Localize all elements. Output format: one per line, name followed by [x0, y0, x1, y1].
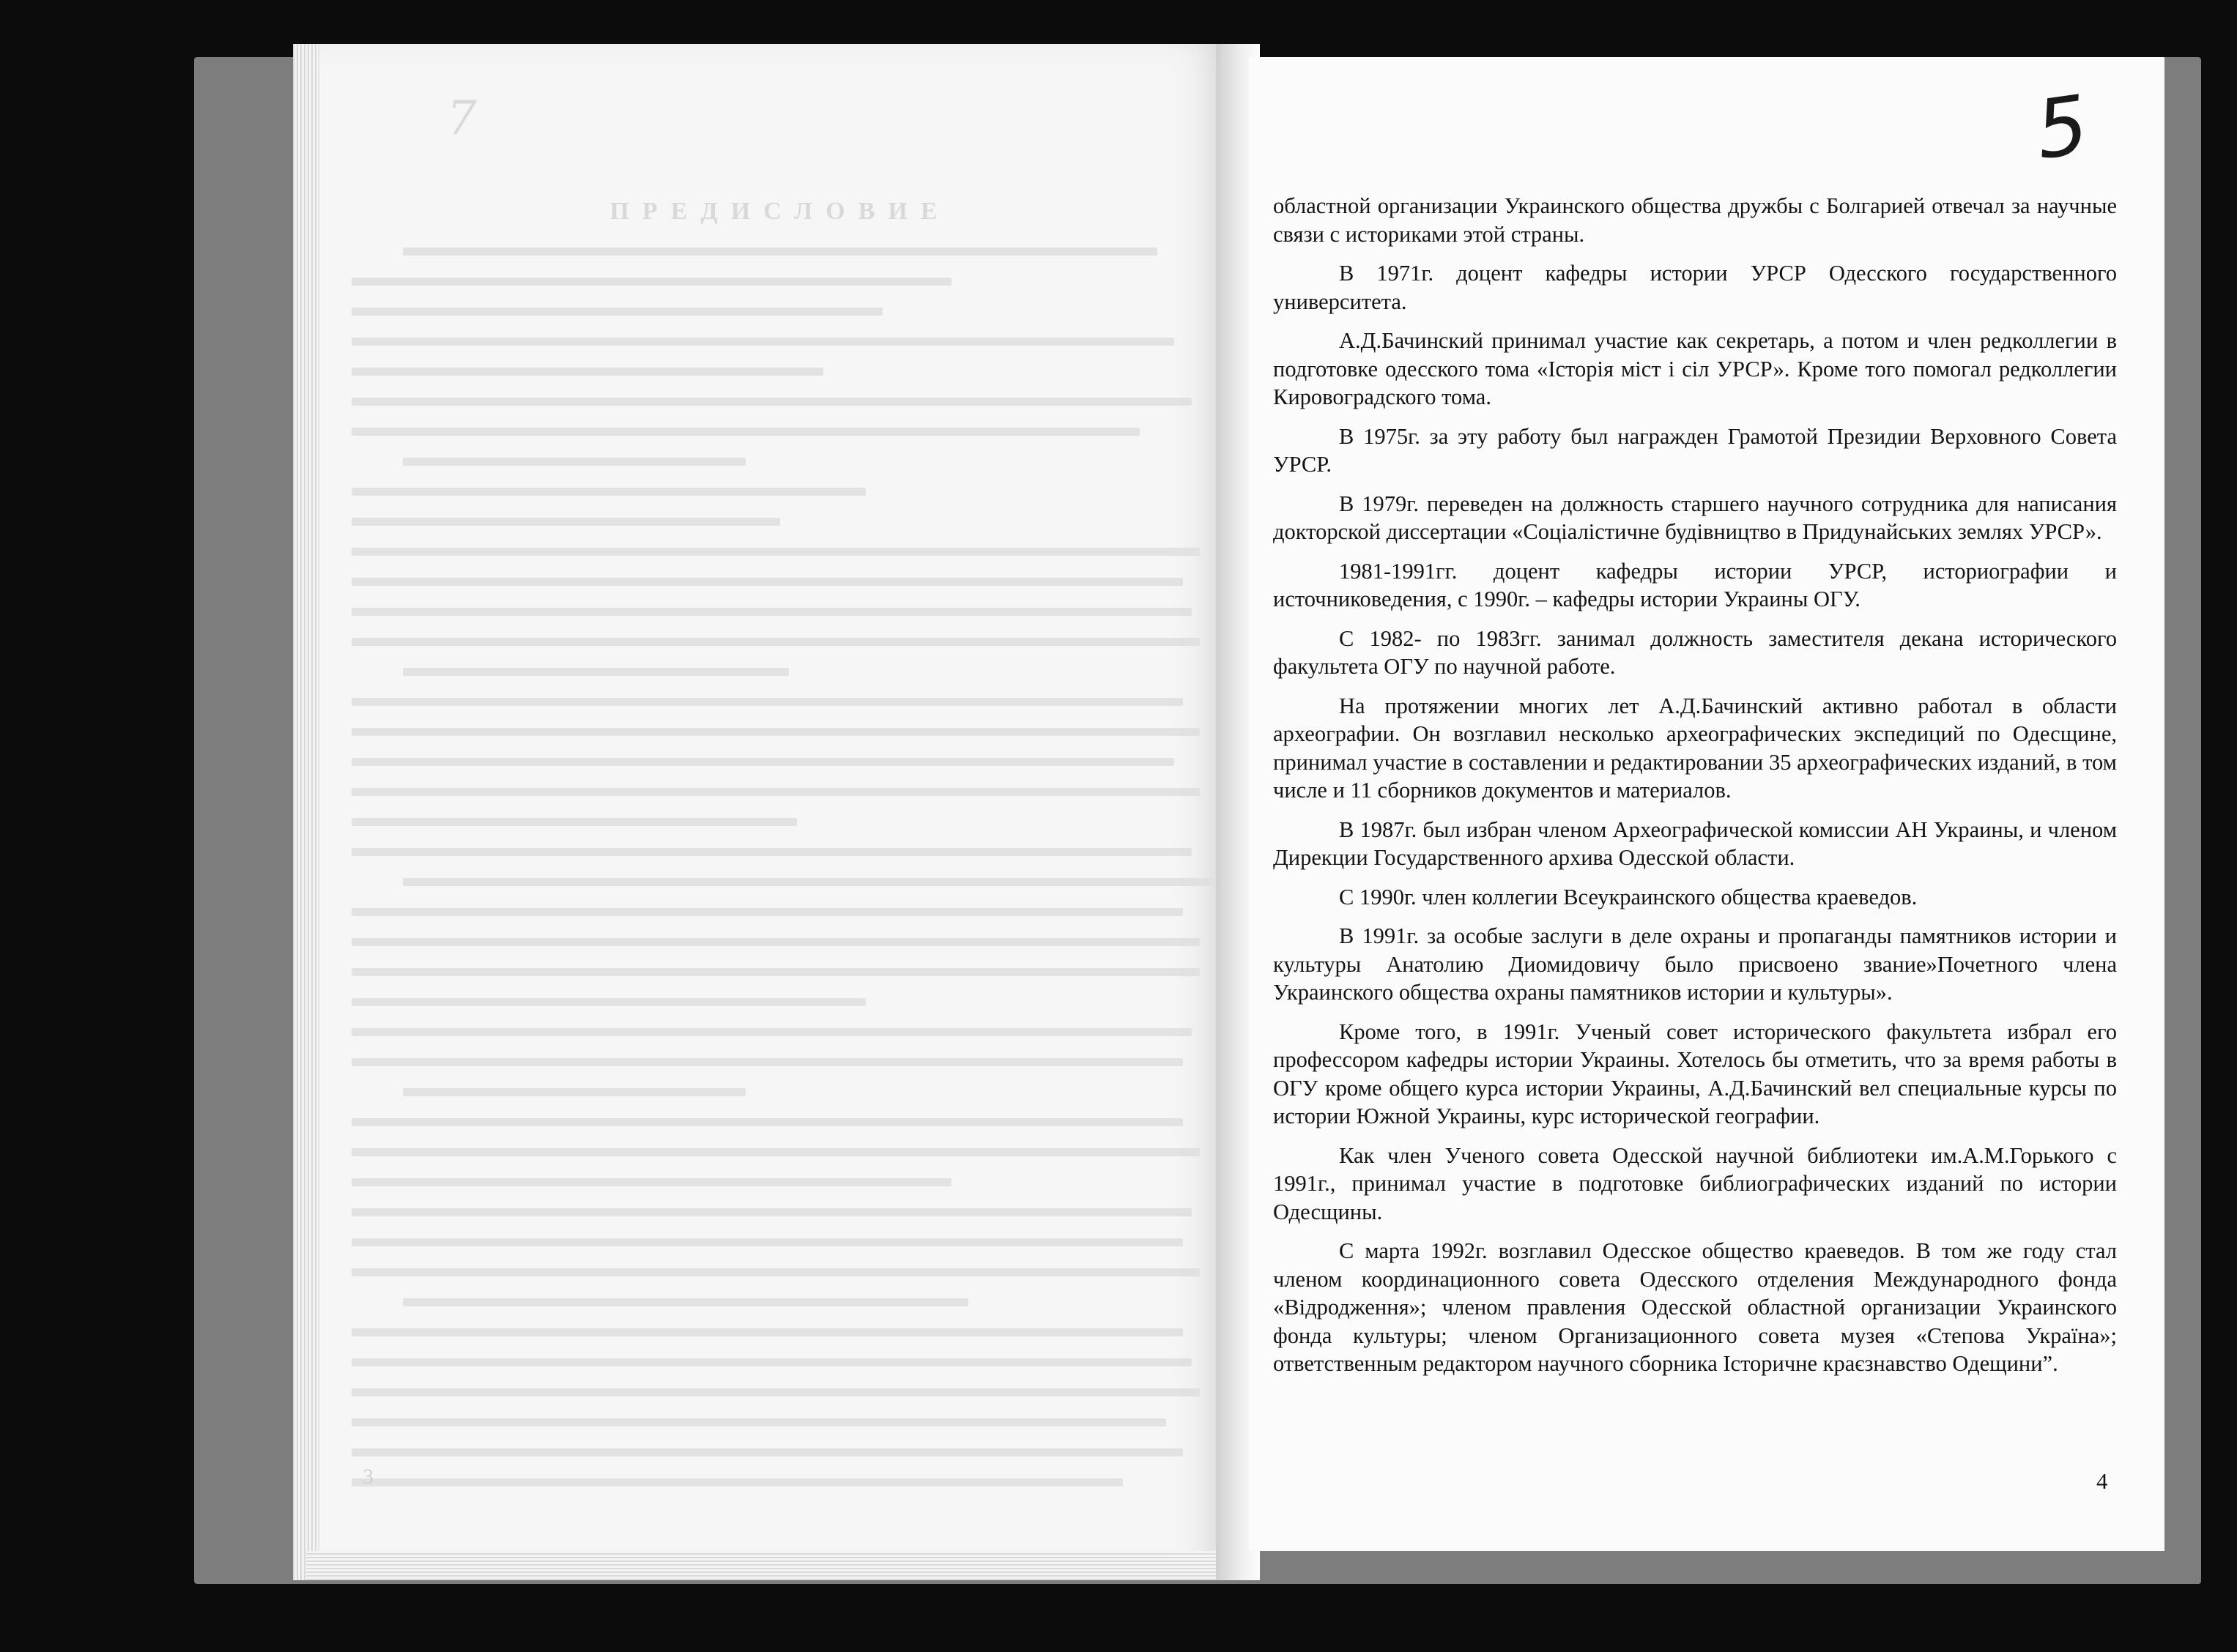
bleed-through-line: [352, 338, 1174, 346]
bleed-through-line: [352, 638, 1200, 646]
bleed-through-line: [352, 1238, 1183, 1246]
bleed-through-line: [352, 608, 1192, 616]
paragraph: С 1982- по 1983гг. занимал должность заместителя декана исторического факультета ОГУ по научной работе.: [1273, 625, 2117, 679]
bleed-through-line: [352, 908, 1183, 916]
bleed-through-line: [352, 1178, 951, 1186]
bleed-through-line: [352, 818, 797, 826]
bleed-through-line: [352, 1268, 1200, 1276]
left-page-edges: [293, 44, 319, 1580]
bleed-through-line: [352, 398, 1192, 406]
left-page-heading: ПРЕДИСЛОВИЕ: [609, 198, 951, 225]
bleed-through-line: [352, 758, 1174, 766]
bleed-through-line: [352, 1148, 1200, 1156]
bleed-through-line: [352, 1388, 1200, 1396]
bleed-through-line: [352, 578, 1183, 586]
bleed-through-line: [403, 1298, 968, 1306]
paragraph: С марта 1992г. возглавил Одесское общество краеведов. В том же году стал членом координационного совета Одесского отделения Международного фонда «Відродження»; членом правления Одесской областной организации Украинского фонда культуры; членом Организационного совета музея «Степова Україна»; ответственным редактором научного сборника Історичне краєзнавство Одещини”.: [1273, 1238, 2117, 1376]
bleed-through-line: [352, 1328, 1183, 1336]
paragraph: В 1979г. переведен на должность старшего научного сотрудника для написания докторской диссертации «Соціалістичне будівництво в Придунайських землях УРСР».: [1273, 491, 2117, 544]
paragraph: 1981-1991гг. доцент кафедры истории УРСР, историографии и источниковедения, с 1990г. – кафедры истории Украины ОГУ.: [1273, 558, 2117, 611]
bleed-through-line: [352, 968, 1200, 976]
paragraph: областной организации Украинского общества дружбы с Болгарией отвечал за научные связи с историками этой страны.: [1273, 193, 2117, 247]
paragraph: В 1991г. за особые заслуги в деле охраны и пропаганды памятников истории и культуры Анатолию Диомидовичу было присвоено звание»Почетного члена Украинского общества охраны памятников истории и культуры».: [1273, 923, 2117, 1005]
paragraph: В 1971г. доцент кафедры истории УРСР Одесского государственного университета.: [1273, 261, 2117, 314]
bleed-through-lines: [352, 248, 1209, 1487]
bleed-through-line: [352, 1358, 1192, 1366]
paragraph: На протяжении многих лет А.Д.Бачинский активно работал в области археографии. Он возглавил несколько археографических экспедиций по Одесщине, принимал участие в составлении и редактировании 35 археографических изданий, в том числе и 11 сборников документов и материалов.: [1273, 693, 2117, 803]
bleed-through-line: [352, 518, 780, 526]
paragraph: Как член Ученого совета Одесской научной библиотеки им.А.М.Горького с 1991г., принимал участие в подготовке библиографических изданий по истории Одесщины.: [1273, 1142, 2117, 1224]
bleed-through-line: [352, 938, 1200, 946]
bleed-through-line: [352, 368, 823, 376]
bleed-through-line: [352, 1058, 1183, 1066]
paragraph: С 1990г. член коллегии Всеукраинского общества краеведов.: [1339, 884, 1918, 909]
left-page-number: 3: [363, 1465, 374, 1489]
bleed-through-line: [352, 788, 1200, 796]
bleed-through-text: [352, 198, 1209, 1508]
paragraph: Кроме того, в 1991г. Ученый совет исторического факультета избрал его профессором кафедры истории Украины. Хотелось бы отметить, что за время работы в ОГУ кроме общего курса истории Украины, А.Д.Бачинский вел специальные курсы по истории Южной Украины, курс исторической географии.: [1273, 1019, 2117, 1128]
right-page-number: 4: [2096, 1468, 2108, 1494]
bleed-through-line: [403, 458, 746, 466]
paragraph: В 1975г. за эту работу был награжден Грамотой Президии Верховного Совета УРСР.: [1273, 423, 2117, 477]
handwritten-page-mark: 5: [2030, 77, 2094, 178]
paragraph: А.Д.Бачинский принимал участие как секретарь, а потом и член редколлегии в подготовке одесского тома «Історія міст і сіл УРСР». Кроме того помогал редколлегии Кировоградского тома.: [1273, 328, 2117, 409]
paragraph: В 1987г. был избран членом Археографической комиссии АН Украины, и членом Дирекции Государственного архива Одесской области.: [1273, 816, 2117, 870]
left-corner-mark: 7: [447, 92, 477, 146]
bleed-through-line: [352, 308, 883, 316]
bleed-through-line: [352, 488, 866, 496]
bleed-through-line: [352, 548, 1200, 556]
bleed-through-line: [403, 248, 1157, 256]
bottom-page-edges: [306, 1551, 1222, 1580]
bleed-through-line: [352, 998, 866, 1006]
bleed-through-line: [352, 1418, 1166, 1426]
bleed-through-line: [352, 1478, 1123, 1487]
bleed-through-line: [352, 278, 951, 286]
bleed-through-line: [403, 668, 789, 676]
bleed-through-line: [403, 878, 1225, 886]
bleed-through-line: [352, 1208, 1192, 1216]
bleed-through-line: [352, 1028, 1192, 1036]
bleed-through-line: [403, 1088, 746, 1096]
bleed-through-line: [352, 848, 1192, 856]
right-page-text: [1273, 192, 2117, 1389]
bleed-through-line: [352, 1118, 1183, 1126]
bleed-through-line: [352, 1448, 1183, 1456]
bleed-through-line: [352, 428, 1140, 436]
bleed-through-line: [352, 698, 1183, 706]
bleed-through-line: [352, 728, 1200, 736]
